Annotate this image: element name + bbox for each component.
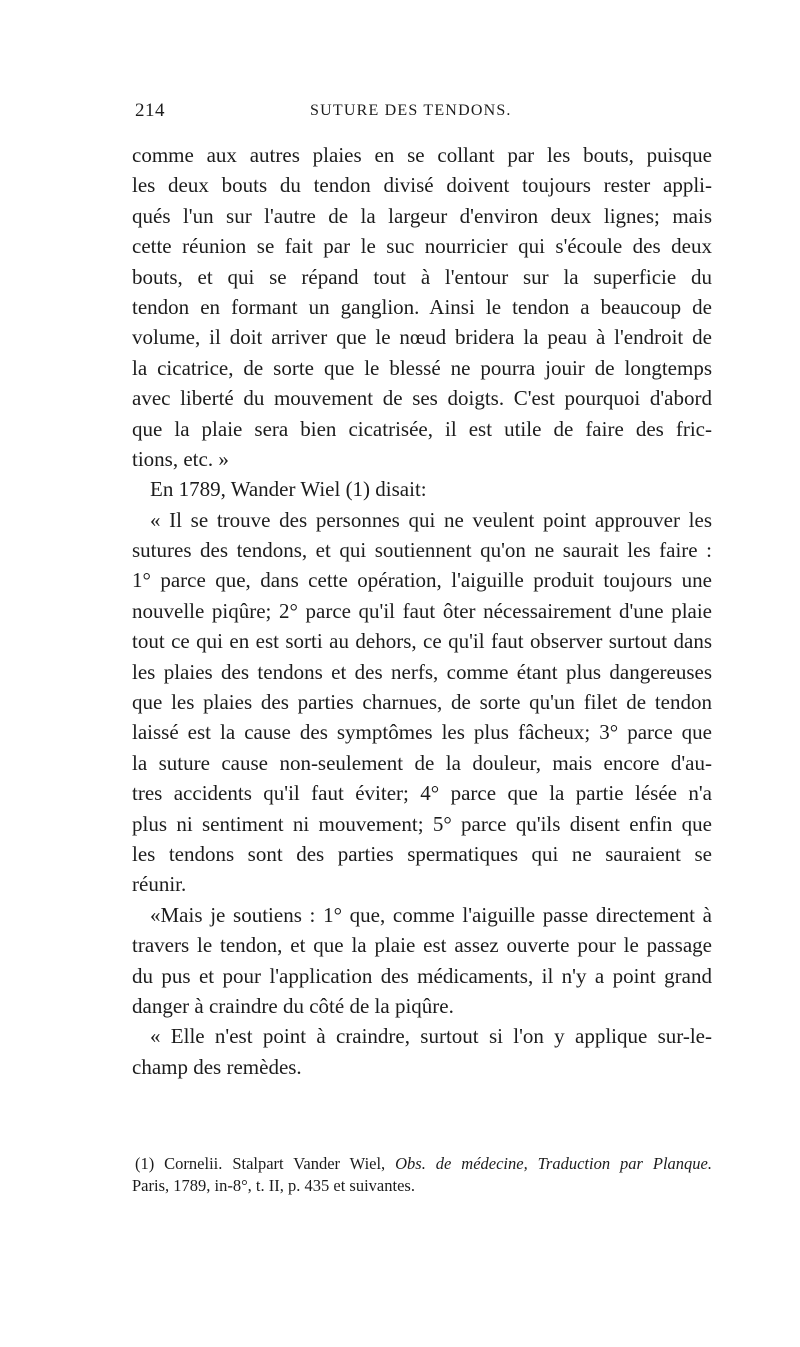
text-line: que les plaies des parties charnues, de sorte qu'un filet de tendon <box>132 690 712 715</box>
text-line: sutures des tendons, et qui soutiennent qu'on ne saurait les faire : <box>132 538 712 563</box>
text-line: du pus et pour l'application des médicaments, il n'y a point grand <box>132 963 712 988</box>
page-number: 214 <box>135 100 165 121</box>
text-line: les deux bouts du tendon divisé doivent toujours rester appli- <box>132 173 712 198</box>
text-line: tres accidents qu'il faut éviter; 4° parce que la partie lésée n'a <box>132 781 712 806</box>
text-line: tions, etc. » <box>132 446 229 471</box>
footnote-citation: (1) Cornelii. Stalpart Vander Wiel, <box>135 1154 396 1173</box>
text-line: travers le tendon, et que la plaie est assez ouverte pour le passage <box>132 933 712 958</box>
footnote <box>132 1153 712 1197</box>
text-line: champ des remèdes. <box>132 1054 302 1079</box>
text-line: En 1789, Wander Wiel (1) disait: <box>150 477 427 502</box>
text-line: danger à craindre du côté de la piqûre. <box>132 993 454 1018</box>
text-line: cette réunion se fait par le suc nourricier qui s'écoule des deux <box>132 234 712 259</box>
footnote-line <box>132 1153 712 1175</box>
text-line: la suture cause non-seulement de la douleur, mais encore d'au- <box>132 750 712 775</box>
text-line: bouts, et qui se répand tout à l'entour sur la superficie du <box>132 264 712 289</box>
text-line: volume, il doit arriver que le nœud bridera la peau à l'endroit de <box>132 325 712 350</box>
text-line: «Mais je soutiens : 1° que, comme l'aiguille passe directement à <box>150 902 712 927</box>
text-line: « Il se trouve des personnes qui ne veulent point approuver les <box>150 507 712 532</box>
text-line: qués l'un sur l'autre de la largeur d'environ deux lignes; mais <box>132 203 712 228</box>
body-text <box>132 140 712 1082</box>
text-line: 1° parce que, dans cette opération, l'aiguille produit toujours une <box>132 568 712 593</box>
text-line: laissé est la cause des symptômes les plus fâcheux; 3° parce que <box>132 720 712 745</box>
text-line: les plaies des tendons et des nerfs, comme étant plus dangereuses <box>132 659 712 684</box>
text-line: la cicatrice, de sorte que le blessé ne pourra jouir de longtemps <box>132 355 712 380</box>
page-header <box>135 100 715 124</box>
text-line: « Elle n'est point à craindre, surtout si l'on y applique sur-le- <box>150 1024 712 1049</box>
text-line: comme aux autres plaies en se collant par les bouts, puisque <box>132 143 712 167</box>
text-line: plus ni sentiment ni mouvement; 5° parce qu'ils disent enfin que <box>132 811 712 836</box>
text-line: que la plaie sera bien cicatrisée, il est utile de faire des fric- <box>132 416 712 441</box>
running-title: SUTURE DES TENDONS. <box>310 102 512 119</box>
text-line: les tendons sont des parties spermatiques qui ne sauraient se <box>132 841 712 866</box>
text-line: tout ce qui en est sorti au dehors, ce qu'il faut observer surtout dans <box>132 629 712 654</box>
text-line: nouvelle piqûre; 2° parce qu'il faut ôter nécessairement d'une plaie <box>132 598 712 623</box>
footnote-title: Obs. de médecine, Traduction par Planque. <box>395 1154 712 1173</box>
text-line: tendon en formant un ganglion. Ainsi le tendon a beaucoup de <box>132 294 712 319</box>
text-line: avec liberté du mouvement de ses doigts. C'est pourquoi d'abord <box>132 386 712 411</box>
footnote-line: Paris, 1789, in-8°, t. II, p. 435 et suivantes. <box>132 1176 415 1195</box>
text-line: réunir. <box>132 872 187 897</box>
